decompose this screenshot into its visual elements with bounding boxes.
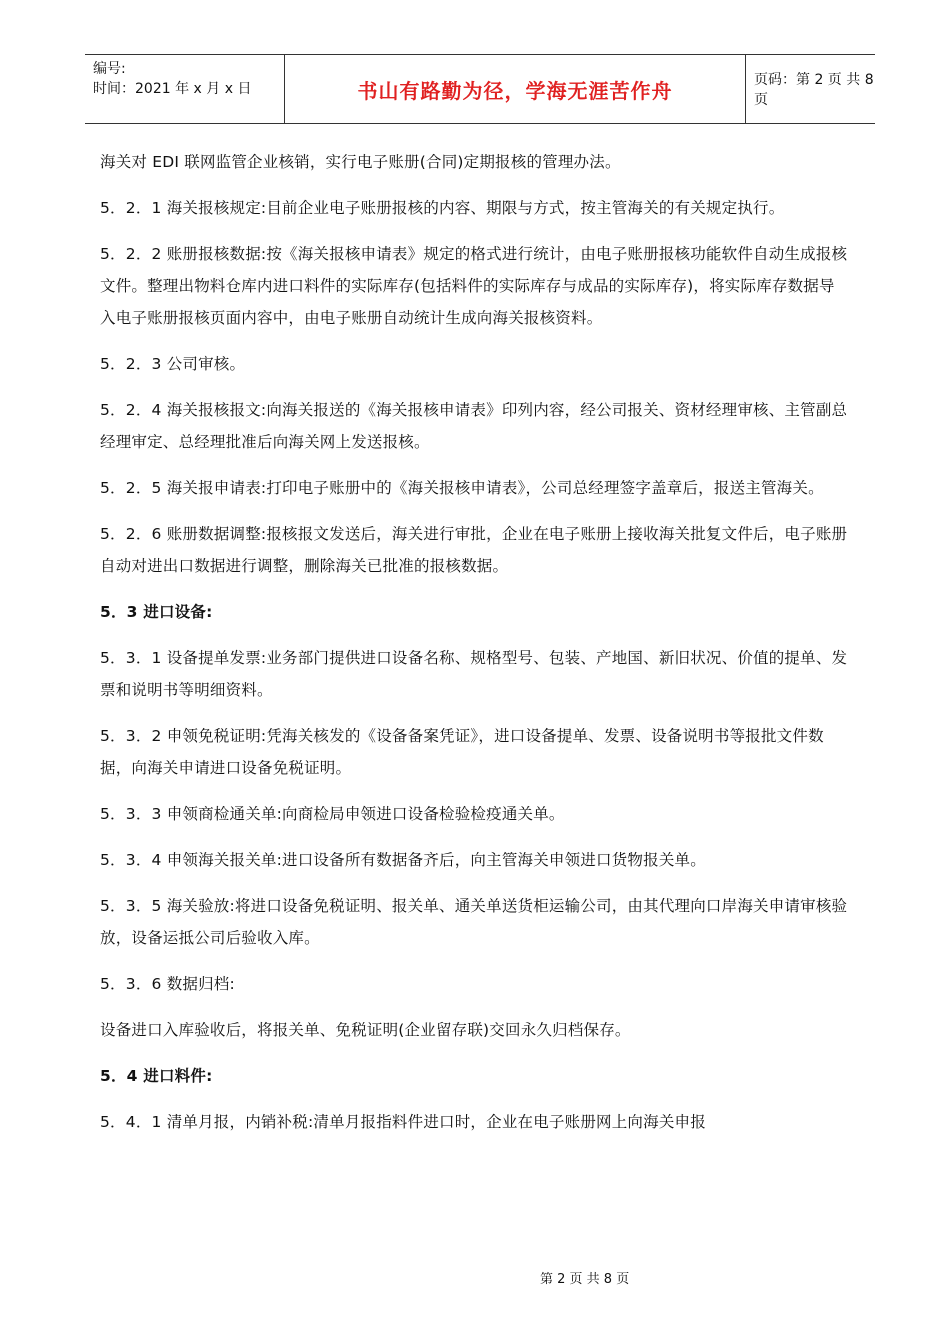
body-paragraph: 海关对 EDI 联网监管企业核销，实行电子账册(合同)定期报核的管理办法。: [100, 153, 621, 171]
page-header: [85, 54, 875, 124]
header-page-info: 页码：第 2 页 共 8 页: [754, 72, 874, 108]
body-paragraph: 5．2．3 公司审核。: [100, 355, 246, 373]
header-motto: 书山有路勤为径，学海无涯苦作舟: [357, 78, 673, 103]
section-heading: 5．4 进口料件:: [100, 1067, 213, 1085]
body-paragraph: 5．2．2 账册报核数据:按《海关报核申请表》规定的格式进行统计，由电子账册报核功能软件自动生成报核文件。整理出物料仓库内进口料件的实际库存(包括料件的实际库存与成品的实际库存)，将实际库存数据导入电子账册报核页面内容中，由电子账册自动统计生成向海关报核资料。: [100, 245, 848, 327]
body-paragraph: 5．3．6 数据归档:: [100, 975, 235, 993]
section-heading: 5．3 进口设备:: [100, 603, 213, 621]
body-paragraph: 5．3．1 设备提单发票:业务部门提供进口设备名称、规格型号、包装、产地国、新旧状况、价值的提单、发票和说明书等明细资料。: [100, 649, 848, 699]
page-footer: 第 2 页 共 8 页: [540, 1272, 630, 1287]
document-number-label: 编号:: [93, 61, 126, 77]
body-paragraph: 5．2．5 海关报申请表:打印电子账册中的《海关报核申请表》，公司总经理签字盖章后，报送主管海关。: [100, 479, 824, 497]
body-paragraph: 设备进口入库验收后，将报关单、免税证明(企业留存联)交回永久归档保存。: [100, 1021, 631, 1039]
body-paragraph: 5．2．1 海关报核规定:目前企业电子账册报核的内容、期限与方式，按主管海关的有关规定执行。: [100, 199, 785, 217]
body-paragraph: 5．3．2 申领免税证明:凭海关核发的《设备备案凭证》，进口设备提单、发票、设备说明书等报批文件数据，向海关申请进口设备免税证明。: [100, 727, 824, 777]
body-paragraph: 5．4．1 清单月报，内销补税:清单月报指料件进口时，企业在电子账册网上向海关申报: [100, 1113, 706, 1131]
document-time-label: 时间：2021 年 x 月 x 日: [93, 81, 252, 97]
header-motto-cell: [285, 55, 746, 123]
body-paragraph: 5．2．6 账册数据调整:报核报文发送后，海关进行审批，企业在电子账册上接收海关批复文件后，电子账册自动对进出口数据进行调整，删除海关已批准的报核数据。: [100, 525, 848, 575]
body-paragraph: 5．3．3 申领商检通关单:向商检局申领进口设备检验检疫通关单。: [100, 805, 565, 823]
document-body: [100, 146, 850, 1152]
body-paragraph: 5．3．5 海关验放:将进口设备免税证明、报关单、通关单送货柜运输公司，由其代理向口岸海关申请审核验放，设备运抵公司后验收入库。: [100, 897, 848, 947]
header-meta: [85, 55, 285, 123]
body-paragraph: 5．3．4 申领海关报关单:进口设备所有数据备齐后，向主管海关申领进口货物报关单。: [100, 851, 706, 869]
body-paragraph: 5．2．4 海关报核报文:向海关报送的《海关报核申请表》印列内容，经公司报关、资材经理审核、主管副总经理审定、总经理批准后向海关网上发送报核。: [100, 401, 848, 451]
